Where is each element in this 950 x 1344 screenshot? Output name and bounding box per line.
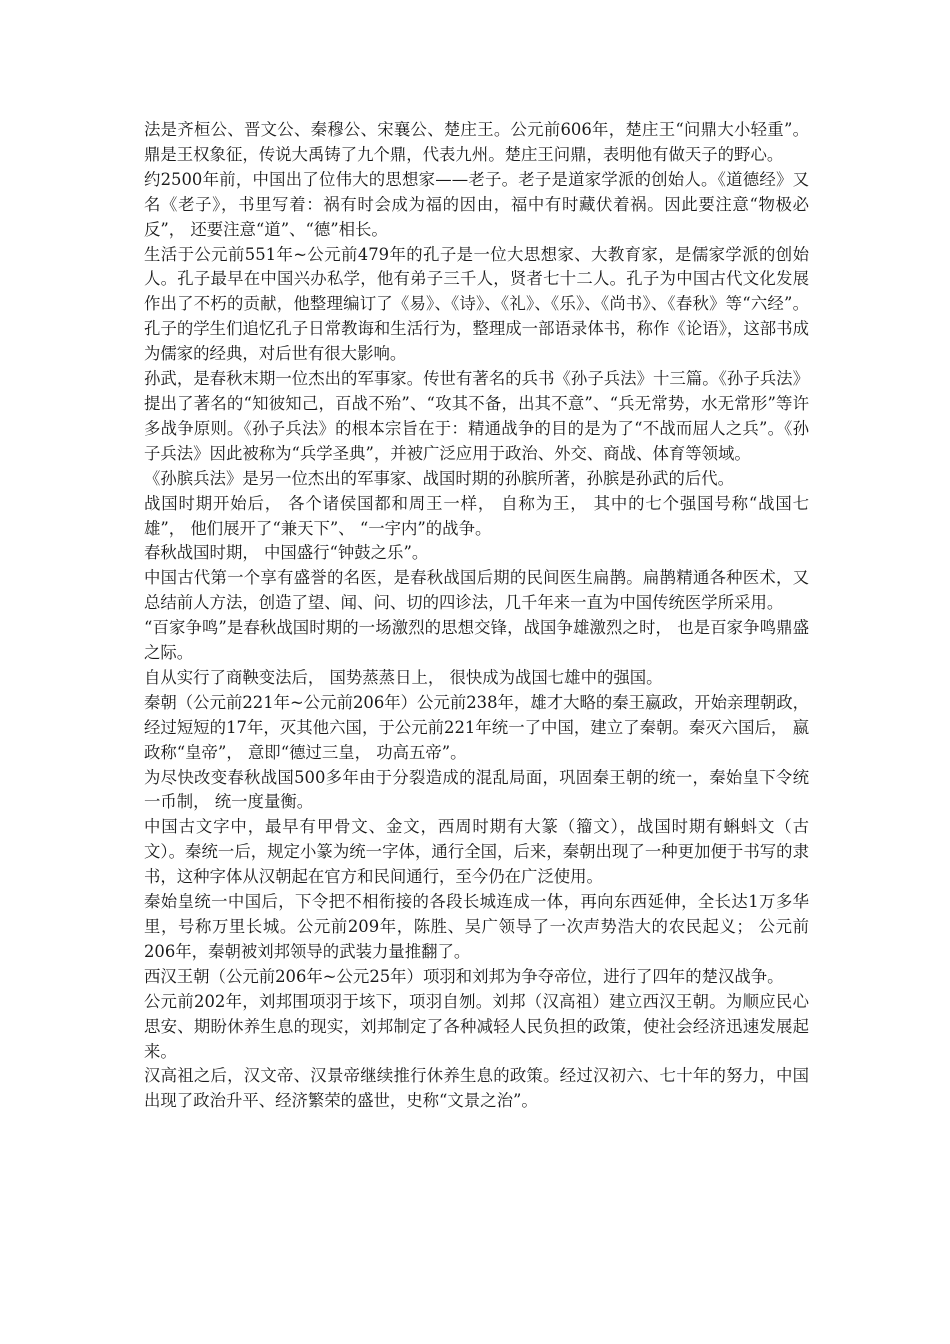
paragraph: 孙武，是春秋末期一位杰出的军事家。传世有著名的兵书《孙子兵法》十三篇。《孙子兵法》提出了著名的“知彼知己，百战不殆”、“攻其不备，出其不意”、“兵无常势，水无常形”等许多战争原则。《孙子兵法》的根本宗旨在于：精通战争的目的是为了“不战而屈人之兵”。《孙子兵法》因此被称为“兵学圣典”，并被广泛应用于政治、外交、商战、体育等领域。 xyxy=(144,369,809,463)
paragraph: 秦始皇统一中国后，下令把不相衔接的各段长城连成一体，再向东西延伸，全长达1万多华里，号称万里长城。公元前209年，陈胜、吴广领导了一次声势浩大的农民起义； 公元前206年，秦朝被刘邦领导的武装力量推翻了。 xyxy=(144,892,809,961)
paragraph: 法是齐桓公、晋文公、秦穆公、宋襄公、楚庄王。公元前606年，楚庄王“问鼎大小轻重”。鼎是王权象征，传说大禹铸了九个鼎，代表九州。楚庄王问鼎，表明他有做天子的野心。 xyxy=(144,120,809,164)
paragraph: 中国古文字中，最早有甲骨文、金文，西周时期有大篆（籀文），战国时期有蝌蚪文（古文）。秦统一后，规定小篆为统一字体，通行全国，后来，秦朝出现了一种更加便于书写的隶书，这种字体从汉朝起在官方和民间通行，至今仍在广泛使用。 xyxy=(144,817,809,887)
paragraph: 生活于公元前551年~公元前479年的孔子是一位大思想家、大教育家，是儒家学派的创始人。孔子最早在中国兴办私学，他有弟子三千人，贤者七十二人。孔子为中国古代文化发展作出了不朽的贡献，他整理编订了《易》、《诗》、《礼》、《乐》、《尚书》、《春秋》等“六经”。孔子的学生们追忆孔子日常教诲和生活行为，整理成一部语录体书，称作《论语》，这部书成为儒家的经典，对后世有很大影响。 xyxy=(144,244,809,364)
paragraph: 为尽快改变春秋战国500多年由于分裂造成的混乱局面，巩固秦王朝的统一，秦始皇下令统一币制， 统一度量衡。 xyxy=(144,767,809,812)
paragraph: 公元前202年，刘邦围项羽于垓下，项羽自刎。刘邦（汉高祖）建立西汉王朝。为顺应民心思安、期盼休养生息的现实，刘邦制定了各种减轻人民负担的政策，使社会经济迅速发展起来。 xyxy=(144,991,809,1061)
paragraph: “百家争鸣”是春秋战国时期的一场激烈的思想交锋，战国争雄激烈之时， 也是百家争鸣鼎盛之际。 xyxy=(144,618,809,663)
paragraph: 战国时期开始后， 各个诸侯国都和周王一样， 自称为王， 其中的七个强国号称“战国七雄”， 他们展开了“兼天下”、 “一宇内”的战争。 xyxy=(144,493,809,538)
paragraph: 约2500年前，中国出了位伟大的思想家——老子。老子是道家学派的创始人。《道德经》又名《老子》，书里写着：祸有时会成为福的因由，福中有时藏伏着祸。因此要注意“物极必反”， 还要注意“道”、“德”相长。 xyxy=(144,169,809,239)
paragraph: 秦朝（公元前221年~公元前206年）公元前238年，雄才大略的秦王嬴政，开始亲理朝政，经过短短的17年，灭其他六国，于公元前221年统一了中国，建立了秦朝。秦灭六国后， 嬴政称“皇帝”， 意即“德过三皇， 功高五帝”。 xyxy=(144,692,809,762)
paragraph: 中国古代第一个享有盛誉的名医，是春秋战国后期的民间医生扁鹊。扁鹊精通各种医术，又总结前人方法，创造了望、闻、问、切的四诊法，几千年来一直为中国传统医学所采用。 xyxy=(144,568,809,613)
paragraph: 春秋战国时期， 中国盛行“钟鼓之乐”。 xyxy=(144,543,429,563)
document-body xyxy=(144,118,809,1114)
paragraph: 西汉王朝（公元前206年~公元25年）项羽和刘邦为争夺帝位，进行了四年的楚汉战争。 xyxy=(144,966,784,986)
paragraph: 汉高祖之后，汉文帝、汉景帝继续推行休养生息的政策。经过汉初六、七十年的努力，中国出现了政治升平、经济繁荣的盛世，史称“文景之治”。 xyxy=(144,1066,809,1111)
paragraph: 自从实行了商鞅变法后， 国势蒸蒸日上， 很快成为战国七雄中的强国。 xyxy=(144,667,663,687)
paragraph: 《孙膑兵法》是另一位杰出的军事家、战国时期的孙膑所著，孙膑是孙武的后代。 xyxy=(144,468,735,488)
